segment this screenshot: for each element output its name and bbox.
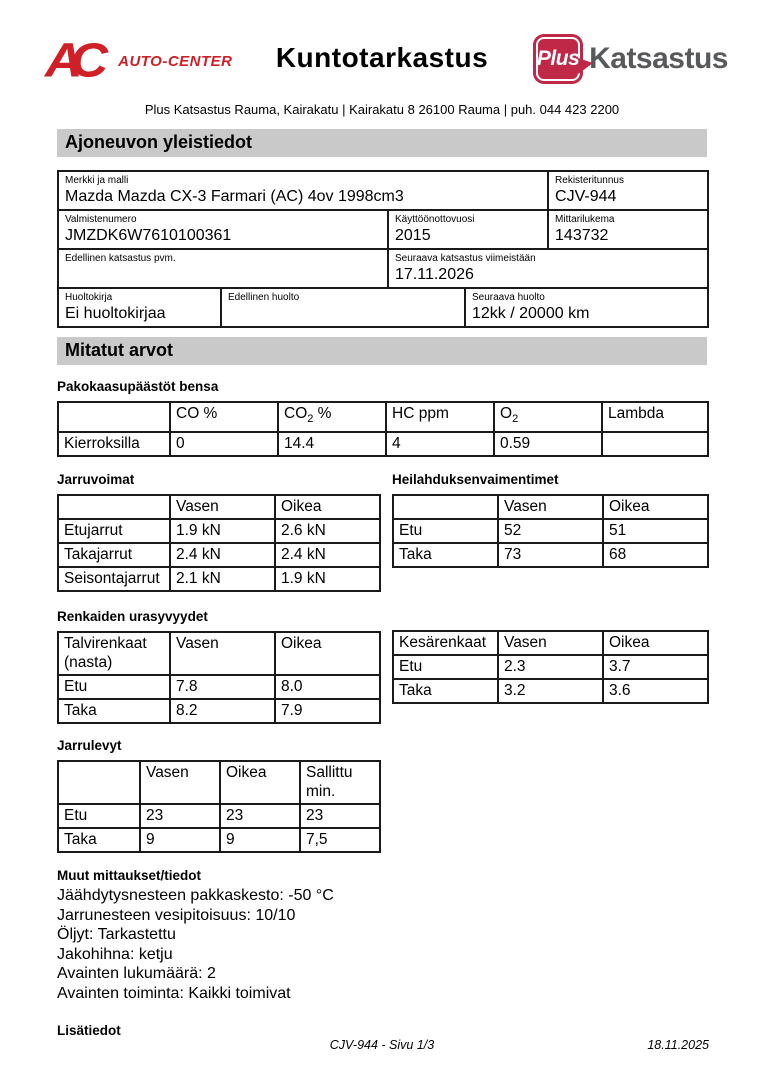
misc-line-timing-belt: Jakohihna: ketju [57, 945, 173, 963]
table-row [58, 543, 380, 567]
table-row [58, 567, 380, 591]
column-header-left: Vasen [170, 495, 275, 519]
table-cell: 4 [386, 432, 494, 456]
field-value: CJV-944 [555, 188, 617, 205]
row-label: Taka [393, 679, 498, 703]
table-cell: 68 [603, 543, 708, 567]
table-cell: 2.3 [498, 655, 603, 679]
table-cell: 14.4 [278, 432, 386, 456]
field-previous-service [221, 288, 465, 327]
table-cell: 73 [498, 543, 603, 567]
table-cell: 2.4 kN [275, 543, 380, 567]
tire-tread-title: Renkaiden urasyvyydet [57, 609, 208, 625]
table-cell: 7.8 [170, 675, 275, 699]
column-header-right: Oikea [220, 761, 300, 804]
field-value: 143732 [555, 227, 609, 244]
emissions-table [57, 401, 709, 457]
field-label: Seuraava huolto [472, 292, 545, 303]
column-header [58, 402, 170, 432]
table-cell: 2.4 kN [170, 543, 275, 567]
field-label: Valmistenumero [65, 214, 137, 225]
column-header-left: Vasen [140, 761, 220, 804]
field-label: Seuraava katsastus viimeistään [395, 253, 536, 264]
row-label: Etujarrut [58, 519, 170, 543]
table-cell: 1.9 kN [275, 567, 380, 591]
column-header [58, 761, 140, 804]
field-value: 12kk / 20000 km [472, 305, 590, 322]
column-header-right: Oikea [275, 632, 380, 675]
misc-line-brake-fluid: Jarrunesteen vesipitoisuus: 10/10 [57, 906, 296, 924]
shock-absorbers-section [392, 472, 707, 568]
table-cell: 7.9 [275, 699, 380, 723]
table-row [393, 655, 708, 679]
table-row [58, 519, 380, 543]
brake-forces-section [57, 472, 379, 592]
table-cell: 0.59 [494, 432, 602, 456]
additional-info-title: Lisätiedot [57, 1023, 121, 1039]
field-label: Merkki ja malli [65, 175, 129, 186]
table-cell: 8.0 [275, 675, 380, 699]
column-header-o2: $O_2$ [494, 402, 602, 432]
column-header-left: Vasen [498, 631, 603, 655]
table-row [393, 543, 708, 567]
ac-monogram-icon: AC [45, 34, 97, 88]
field-registration [548, 171, 708, 210]
brake-discs-table [57, 760, 381, 853]
winter-tires-table [57, 631, 381, 724]
field-value: Mazda Mazda CX-3 Farmari (AC) 4ov 1998cm3 [65, 188, 404, 205]
field-value [65, 265, 381, 284]
table-cell: 2.6 kN [275, 519, 380, 543]
table-row [58, 828, 380, 852]
tire-tread-row [57, 609, 707, 724]
field-label: Rekisteritunnus [555, 175, 624, 186]
field-next-inspection [388, 249, 708, 288]
table-cell: 23 [140, 804, 220, 828]
brake-forces-title: Jarruvoimat [57, 472, 135, 488]
table-row [58, 699, 380, 723]
column-header-left: Vasen [498, 495, 603, 519]
winter-tires-section [57, 609, 379, 724]
field-value: 2015 [395, 227, 431, 244]
table-row [58, 804, 380, 828]
field-odometer [548, 210, 708, 249]
summer-tires-section [392, 609, 707, 704]
field-label: Edellinen huolto [228, 292, 300, 303]
misc-measurements-section [57, 868, 764, 1003]
brake-forces-table [57, 494, 381, 592]
field-value: Ei huoltokirjaa [65, 305, 166, 322]
table-row [393, 679, 708, 703]
table-cell: 52 [498, 519, 603, 543]
field-value [228, 304, 458, 323]
brake-discs-row [57, 738, 707, 853]
brakes-shocks-row [57, 472, 707, 592]
table-cell: 3.7 [603, 655, 708, 679]
table-cell: 2.1 kN [170, 567, 275, 591]
row-label: Taka [58, 828, 140, 852]
row-label: Kierroksilla [58, 432, 170, 456]
field-make-model [58, 171, 548, 210]
section-header-measured-values: Mitatut arvot [57, 337, 707, 365]
row-label: Etu [393, 655, 498, 679]
field-label: Käyttöönottovuosi [395, 214, 475, 225]
column-header-co: CO % [170, 402, 278, 432]
field-label: Edellinen katsastus pvm. [65, 253, 176, 264]
column-header-right: Oikea [603, 495, 708, 519]
column-header [393, 495, 498, 519]
katsastus-wordmark: Katsastus [589, 42, 728, 75]
column-header-left: Vasen [170, 632, 275, 675]
report-header [0, 32, 764, 94]
column-header [58, 495, 170, 519]
report-title: Kuntotarkastus [275, 42, 489, 73]
plus-badge-icon [533, 34, 583, 84]
table-cell: 3.2 [498, 679, 603, 703]
misc-measurements-title: Muut mittaukset/tiedot [57, 868, 201, 884]
station-contact-line: Plus Katsastus Rauma, Kairakatu | Kairakatu 8 26100 Rauma | puh. 044 423 2200 [144, 102, 620, 117]
column-header-right: Oikea [275, 495, 380, 519]
table-cell: 9 [140, 828, 220, 852]
field-previous-inspection [58, 249, 388, 288]
table-cell: 23 [300, 804, 380, 828]
summer-tires-table [392, 630, 709, 704]
footer-date: 18.11.2025 [647, 1038, 709, 1052]
auto-center-wordmark: AUTO-CENTER [118, 52, 233, 70]
row-label: Etu [58, 675, 170, 699]
shock-absorbers-title: Heilahduksenvaimentimet [392, 472, 559, 488]
field-service-book [58, 288, 221, 327]
table-cell: 7,5 [300, 828, 380, 852]
plus-badge-label: Plus [536, 47, 580, 70]
brake-discs-section [57, 738, 379, 853]
table-row [58, 675, 380, 699]
field-value: 17.11.2026 [395, 266, 474, 283]
column-header-hc: HC ppm [386, 402, 494, 432]
row-label: Takajarrut [58, 543, 170, 567]
emissions-title: Pakokaasupäästöt bensa [57, 379, 219, 394]
misc-line-oils: Öljyt: Tarkastettu [57, 926, 176, 944]
field-label: Mittarilukema [555, 214, 615, 225]
misc-line-key-function: Avainten toiminta: Kaikki toimivat [57, 984, 291, 1002]
shock-absorbers-table [392, 494, 709, 568]
misc-line-key-count: Avainten lukumäärä: 2 [57, 965, 216, 983]
field-first-use-year [388, 210, 548, 249]
plus-katsastus-logo [533, 34, 728, 84]
field-next-service [465, 288, 708, 327]
section-header-vehicle-info: Ajoneuvon yleistiedot [57, 129, 707, 157]
field-value: JMZDK6W7610100361 [65, 227, 232, 244]
row-label: Taka [58, 699, 170, 723]
footer-page-number: CJV-944 - Sivu 1/3 [329, 1038, 435, 1052]
row-label: Seisontajarrut [58, 567, 170, 591]
table-cell: 9 [220, 828, 300, 852]
emissions-section [57, 379, 764, 457]
table-cell [602, 432, 708, 456]
table-row [58, 432, 708, 456]
row-label: Etu [58, 804, 140, 828]
column-header-allowed-min: Sallittu min. [300, 761, 380, 804]
table-cell: 23 [220, 804, 300, 828]
table-cell: 51 [603, 519, 708, 543]
row-label: Etu [393, 519, 498, 543]
brake-discs-title: Jarrulevyt [57, 738, 122, 754]
table-row [393, 519, 708, 543]
column-header-winter-tires: Talvirenkaat (nasta) [58, 632, 170, 675]
table-cell: 3.6 [603, 679, 708, 703]
table-cell: 1.9 kN [170, 519, 275, 543]
table-cell: 8.2 [170, 699, 275, 723]
column-header-right: Oikea [603, 631, 708, 655]
column-header-co2: $CO_2$ % [278, 402, 386, 432]
table-cell: 0 [170, 432, 278, 456]
row-label: Taka [393, 543, 498, 567]
vehicle-info-table [57, 170, 709, 328]
field-vin [58, 210, 388, 249]
column-header-lambda: Lambda [602, 402, 708, 432]
field-label: Huoltokirja [65, 292, 113, 303]
column-header-summer-tires: Kesärenkaat [393, 631, 498, 655]
misc-line-coolant: Jäähdytysnesteen pakkaskesto: -50 °C [57, 887, 334, 905]
